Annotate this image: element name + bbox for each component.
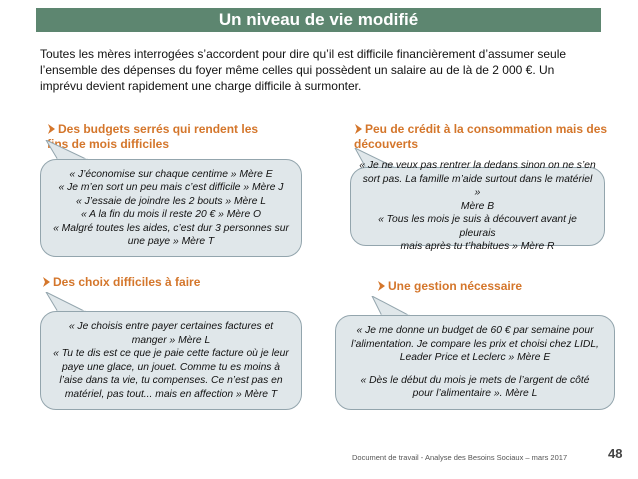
quote-line: « Je me donne un budget de 60 € par semaine pour	[356, 325, 594, 337]
heading-line: découverts	[354, 137, 419, 151]
bubble-tail-icon	[40, 140, 90, 160]
heading-line: fins de mois difficiles	[47, 137, 170, 151]
bubble-tail-icon	[40, 292, 90, 312]
arrow-bullet-icon	[47, 122, 55, 137]
bubble-tail-icon	[366, 296, 416, 316]
quote-bubble-credit	[350, 160, 605, 253]
footer-text: Document de travail - Analyse des Besoins Sociaux – mars 2017	[352, 453, 568, 462]
quote-line: « Je m’en sort un peu mais c’est difficile » Mère J	[58, 182, 284, 193]
quote-line: « J’économise sur chaque centime » Mère E	[69, 168, 273, 180]
quote-bubble-choix	[40, 311, 302, 410]
heading-line: Une gestion nécessaire	[388, 279, 523, 293]
quote-line: Mère B	[460, 200, 495, 212]
section-heading-gestion	[377, 279, 522, 294]
quote-line: manger » Mère L	[131, 334, 211, 346]
heading-line: Peu de crédit à la consommation mais des	[365, 122, 608, 136]
quote-line: une paye » Mère T	[127, 236, 215, 247]
quote-bubble-budgets	[40, 159, 302, 257]
quote-line: matériel, pas tout... mais en affection » Mère T	[64, 388, 278, 400]
quote-line: l’aise dans ta vie, tu compenses. Ce n’est pas en	[59, 375, 283, 386]
quote-line: « A la fin du mois il reste 20 € » Mère O	[80, 209, 262, 220]
quote-line: pour l’alimentaire ». Mère L	[412, 388, 538, 400]
quote-line: « J’essaie de joindre les 2 bouts » Mère L	[75, 195, 267, 207]
quote-line: « Tu te dis est ce que je paie cette facture où je leur	[53, 348, 289, 359]
quote-line: l’alimentation. Je compare les prix et choisi chez LIDL,	[351, 338, 599, 350]
heading-line: Des choix difficiles à faire	[53, 275, 201, 289]
quote-line: mais après tu t’habitues » Mère R	[400, 241, 555, 253]
quote-line: « Tous les mois je suis à découvert avant je pleurais	[378, 214, 577, 239]
quote-line: « Malgré toutes les aides, c’est dur 3 personnes sur	[53, 222, 289, 234]
quote-line: paye une glace, un jouet. Comme tu es moins à	[61, 361, 281, 373]
page-number: 48	[608, 446, 623, 461]
quote-line: « Je ne veux pas rentrer la dedans sinon on ne s’en	[359, 160, 596, 172]
arrow-bullet-icon	[42, 275, 50, 290]
arrow-bullet-icon	[354, 122, 362, 137]
quote-line: Leader Price et Leclerc » Mère E	[399, 352, 551, 364]
quote-bubble-gestion	[335, 315, 615, 410]
page-title: Un niveau de vie modifié	[36, 8, 601, 32]
arrow-bullet-icon	[377, 279, 385, 294]
section-heading-choix	[42, 275, 200, 290]
quote-line: « Dès le début du mois je mets de l’argent de côté	[360, 374, 590, 386]
intro-paragraph: Toutes les mères interrogées s’accordent pour dire qu’il est difficile financièrement d’assumer seule l’ensemble des dépenses du foyer même celles qui possèdent un salaire au de là de 2 000 €. Un imprévu devient rapidement une charge difficile à surmonter.	[40, 47, 567, 93]
heading-line: Des budgets serrés qui rendent les	[58, 122, 259, 136]
quote-line: « Je choisis entre payer certaines factures et	[68, 321, 274, 332]
quote-line: sort pas. La famille m’aide surtout dans le matériel »	[362, 173, 593, 199]
